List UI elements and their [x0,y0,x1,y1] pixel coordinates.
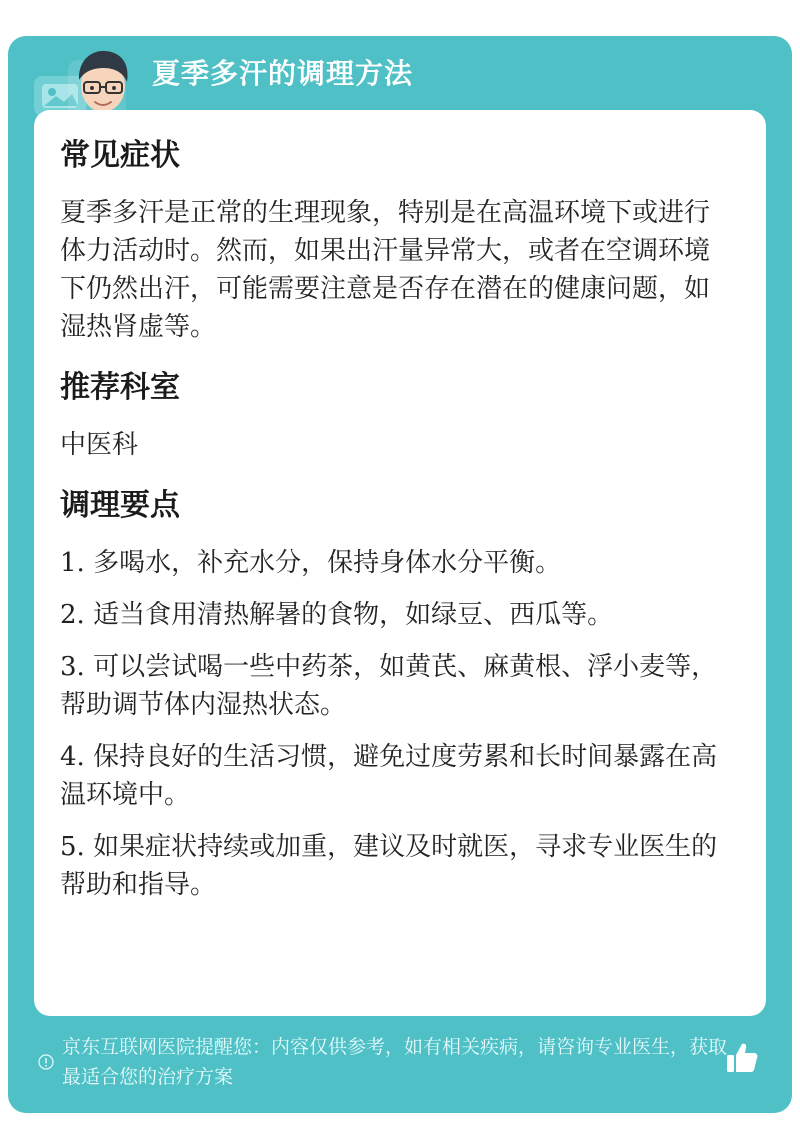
department-text: 中医科 [60,430,139,460]
symptoms-text: 夏季多汗是正常的生理现象，特别是在高温环境下或进行体力活动时。然而，如果出汗量异常大，或者在空调环境下仍然出汗，可能需要注意是否存在潜在的健康问题，如湿热肾虚等。 [60,198,711,342]
disclaimer-text: 京东互联网医院提醒您：内容仅供参考，如有相关疾病，请咨询专业医生，获取最适合您的治疗方案 [62,1036,728,1088]
list-item-text: 适当食用清热解暑的食物，如绿豆、西瓜等。 [93,600,614,630]
list-item [60,596,730,634]
tips-title: 调理要点 [60,488,180,523]
symptoms-title: 常见症状 [60,138,180,173]
list-item [60,648,730,724]
list-item-number: 3. [60,652,85,682]
page-title: 夏季多汗的调理方法 [152,57,414,90]
list-item-number: 1. [60,548,85,578]
list-item-text: 可以尝试喝一些中药茶，如黄芪、麻黄根、浮小麦等，帮助调节体内湿热状态。 [60,652,718,720]
list-item-text: 多喝水，补充水分，保持身体水分平衡。 [93,548,562,578]
info-icon [38,1054,54,1070]
content-card [34,110,766,1016]
list-item-number: 2. [60,600,85,630]
list-item-text: 如果症状持续或加重，建议及时就医，寻求专业医生的帮助和指导。 [60,832,718,900]
content-body [60,136,730,918]
list-item [60,544,730,582]
list-item-text: 保持良好的生活习惯，避免过度劳累和长时间暴露在高温环境中。 [60,742,718,810]
footer-disclaimer [8,1024,792,1108]
thumbs-up-icon[interactable] [724,1040,760,1076]
list-item [60,828,730,904]
list-item-number: 5. [60,832,85,862]
department-title: 推荐科室 [60,370,180,405]
list-item-number: 4. [60,742,85,772]
list-item [60,738,730,814]
